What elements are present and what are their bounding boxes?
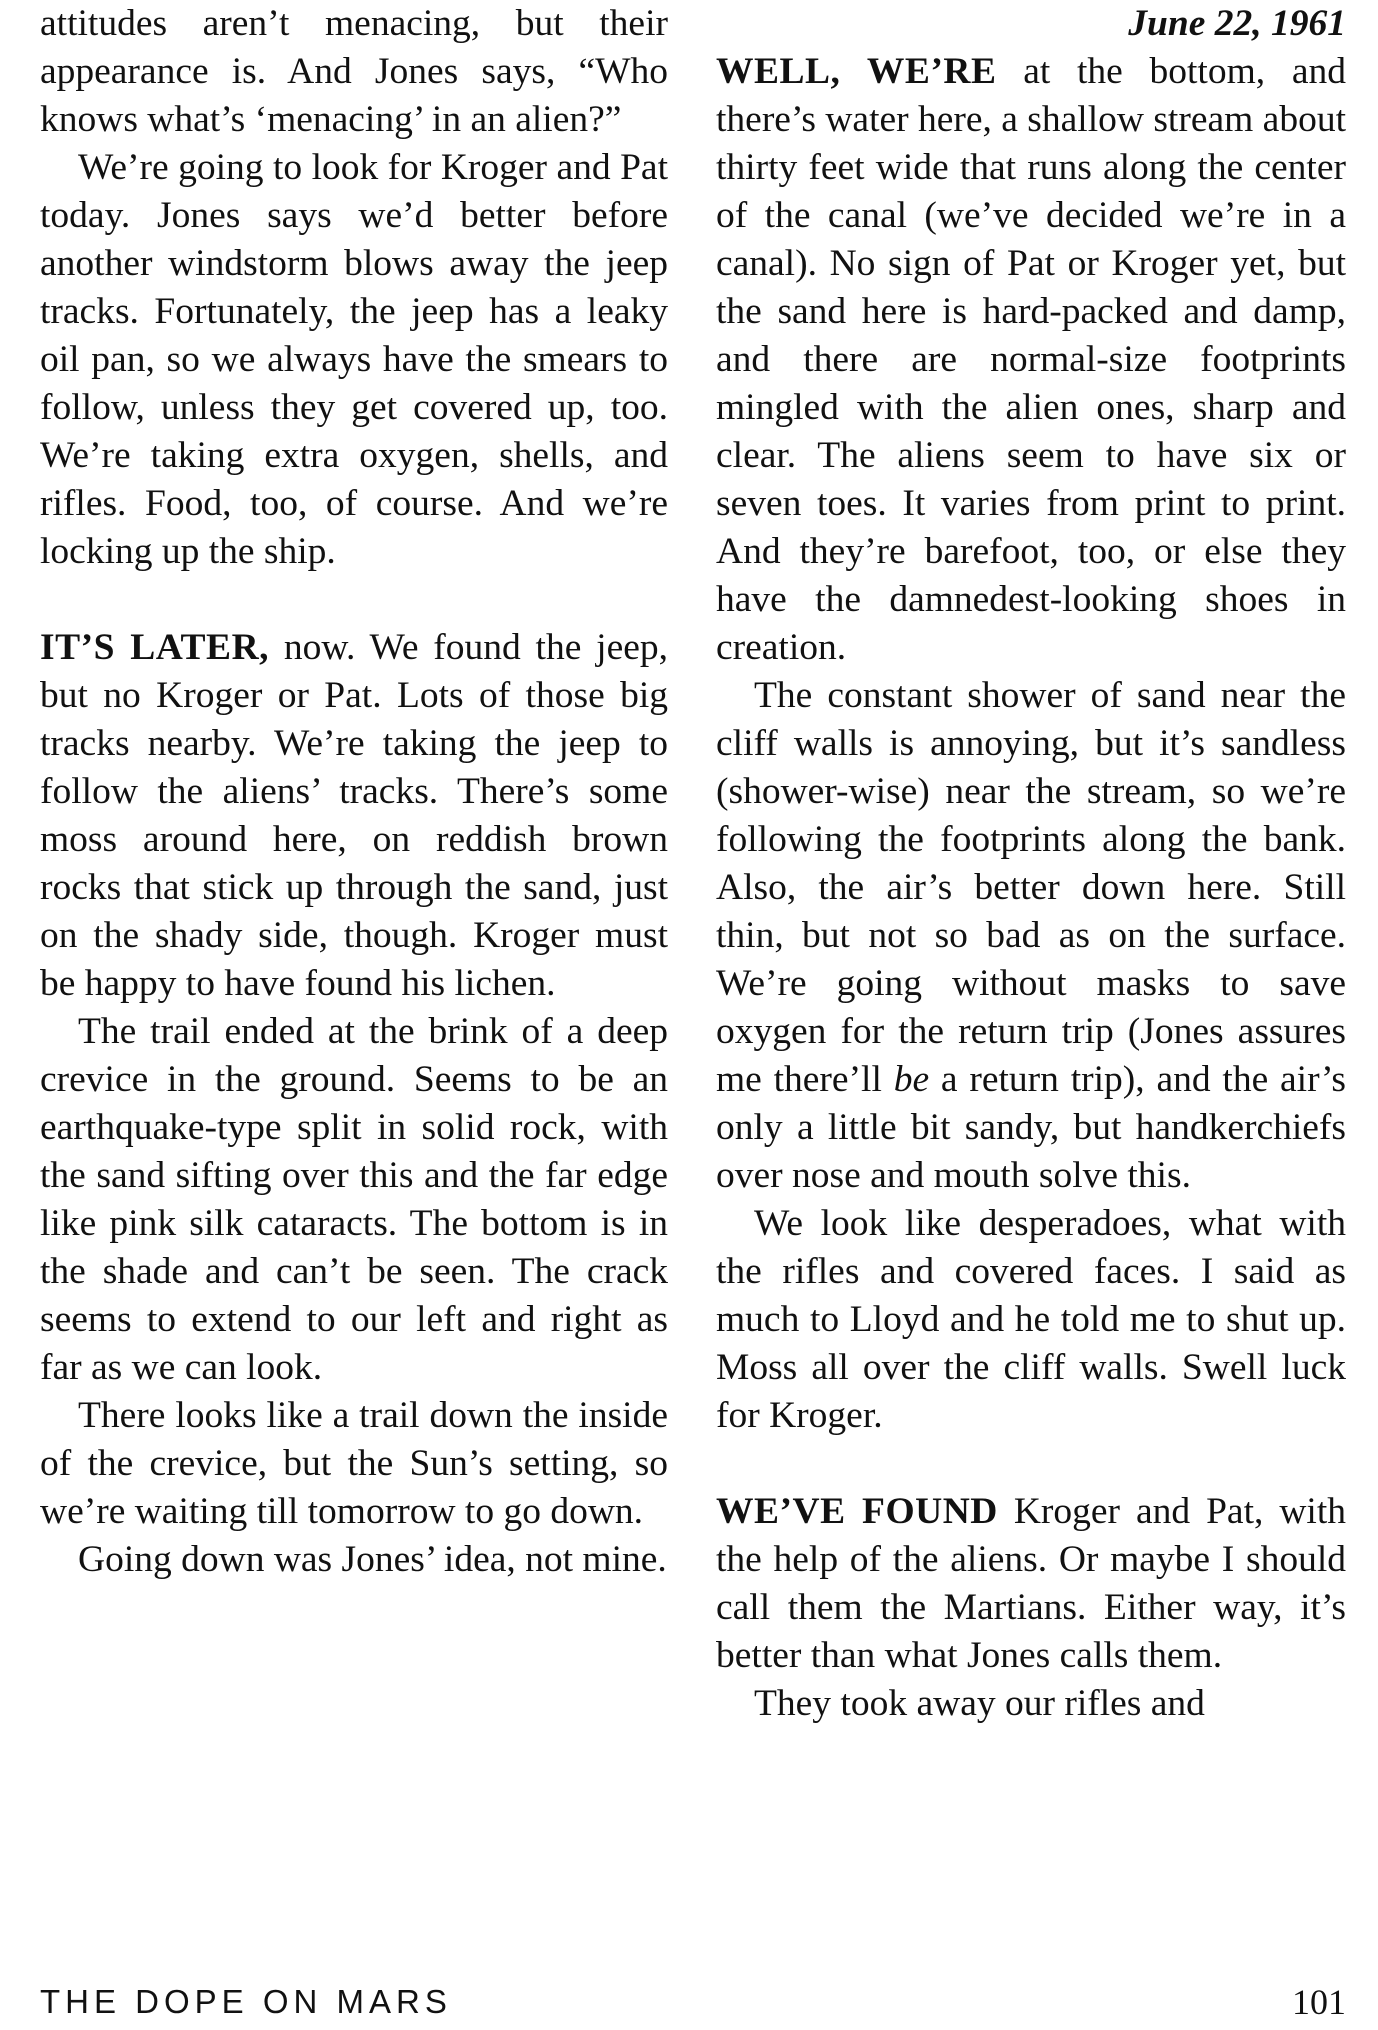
paragraph: We look like desperadoes, what with the rifles and covered faces. I said as much to Lloyd and he told me to shut up. Moss all over the cliff walls. Swell luck for Kroger. <box>716 1203 1346 1436</box>
page-number: 101 <box>1292 1982 1346 2022</box>
paragraph: There looks like a trail down the inside of the crevice, but the Sun’s setting, so we’re waiting till tomorrow to go down. <box>40 1395 668 1532</box>
page-footer <box>40 1978 1346 2026</box>
paragraph: We’re going to look for Kroger and Pat today. Jones says we’d better before another windstorm blows away the jeep tracks. Fortunately, the jeep has a leaky oil pan, so we always have the smears to follow, unless they get covered up, too. We’re taking extra oxygen, shells, and rifles. Food, too, of course. And we’re locking up the ship. <box>40 147 668 572</box>
right-column <box>716 0 1346 1728</box>
emphasis: be <box>893 1059 930 1100</box>
running-title: THE DOPE ON MARS <box>40 1983 452 2020</box>
section-paragraph <box>40 624 668 1008</box>
section-paragraph <box>716 1488 1346 1680</box>
section-lead: IT’S LATER, <box>40 627 270 668</box>
section-lead: WE’VE FOUND <box>716 1491 998 1532</box>
paragraph-text: The constant shower of sand near the cliff walls is annoying, but it’s sandless (shower-wise) near the stream, so we’re following the footprints along the bank. Also, the air’s better down here. Still thin, but not so bad as on the surface. We’re going without masks to save oxygen for the return trip (Jones assures me there’ll <box>716 675 1346 1100</box>
section-text: at the bottom, and there’s water here, a shallow stream about thirty feet wide that runs along the center of the canal (we’ve decided we’re in a canal). No sign of Pat or Kroger yet, but the sand here is hard-packed and damp, and there are normal-size footprints mingled with the alien ones, sharp and clear. The aliens seem to have six or seven toes. It varies from print to print. And they’re barefoot, too, or else they have the damnedest-looking shoes in creation. <box>716 51 1346 668</box>
paragraph: Going down was Jones’ idea, not mine. <box>78 1539 667 1580</box>
left-column <box>40 0 668 1584</box>
section-text: now. We found the jeep, but no Kroger or Pat. Lots of those big tracks nearby. We’re taking the jeep to follow the aliens’ tracks. There’s some moss around here, on reddish brown rocks that stick up through the sand, just on the shady side, though. Kroger must be happy to have found his lichen. <box>40 627 668 1004</box>
section-paragraph <box>716 48 1346 672</box>
entry-date: June 22, 1961 <box>1128 3 1346 44</box>
paragraph: They took away our rifles and <box>754 1683 1205 1724</box>
paragraph-text: a return trip), and the air’s only a little bit sandy, but handkerchiefs over nose and mouth solve this. <box>716 1059 1346 1196</box>
section-text: Kroger and Pat, with the help of the aliens. Or maybe I should call them the Martians. Either way, it’s better than what Jones calls them. <box>716 1491 1346 1676</box>
paragraph: attitudes aren’t menacing, but their appearance is. And Jones says, “Who knows what’s ‘menacing’ in an alien?” <box>40 3 668 140</box>
paragraph <box>716 672 1346 1200</box>
section-lead: WELL, WE’RE <box>716 51 997 92</box>
paragraph: The trail ended at the brink of a deep crevice in the ground. Seems to be an earthquake-type split in solid rock, with the sand sifting over this and the far edge like pink silk cataracts. The bottom is in the shade and can’t be seen. The crack seems to extend to our left and right as far as we can look. <box>40 1011 668 1388</box>
